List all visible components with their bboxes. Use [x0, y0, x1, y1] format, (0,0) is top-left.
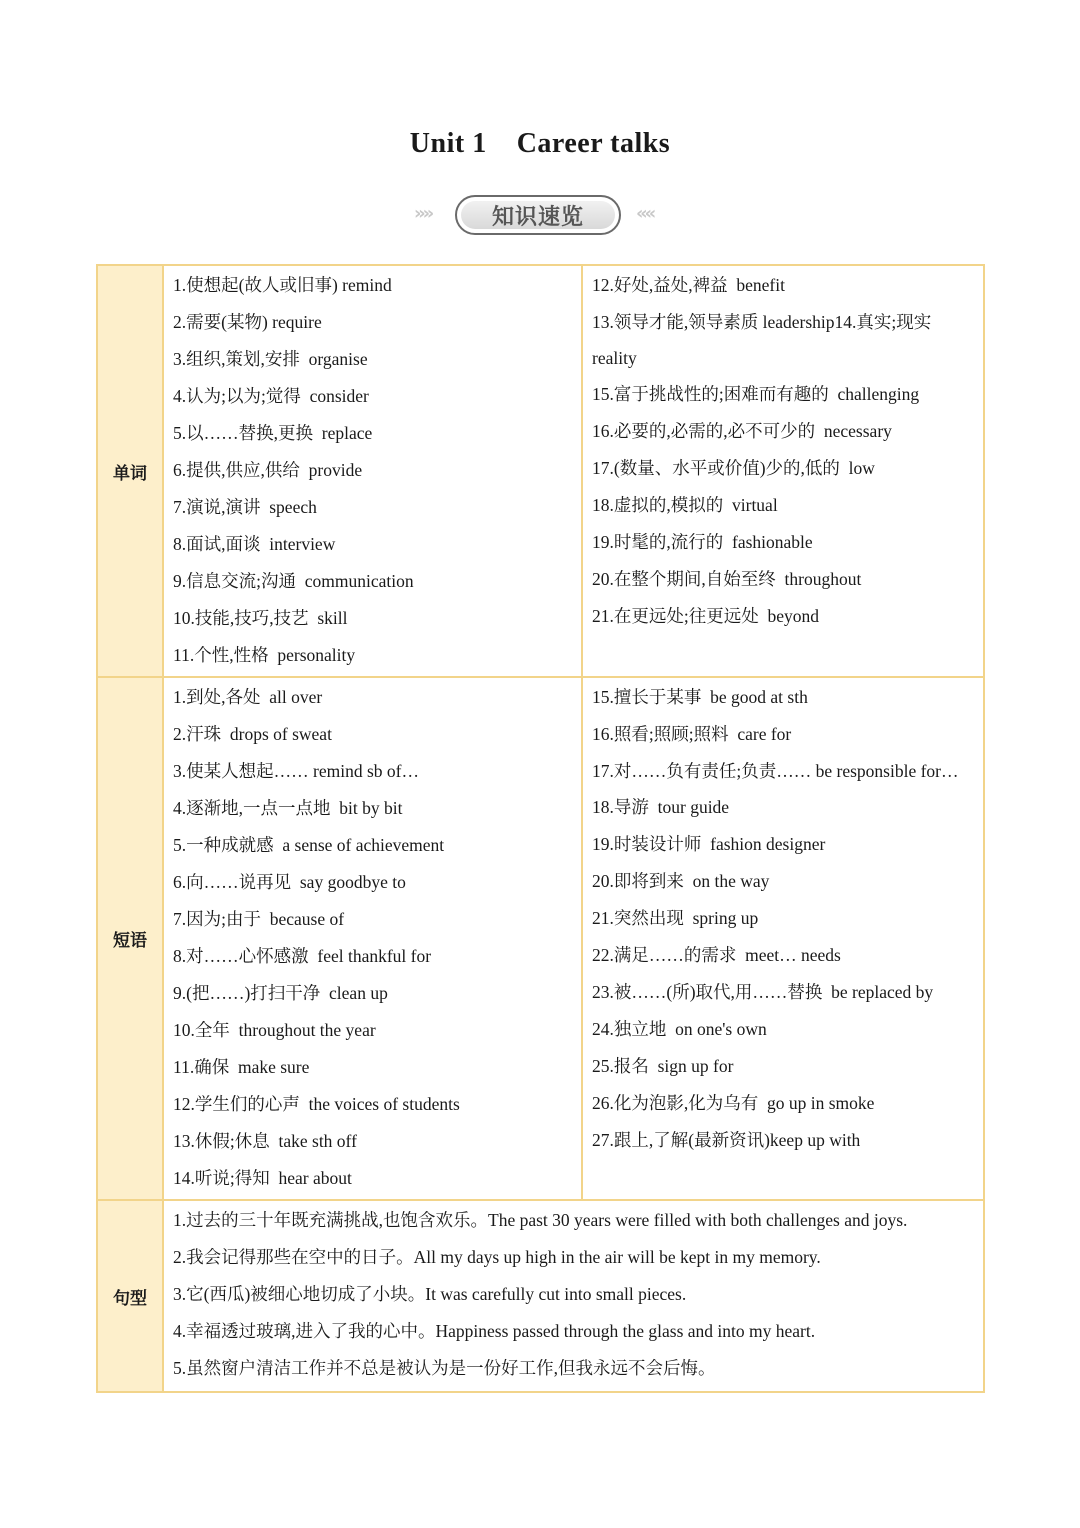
list-item: 12.学生们的心声 the voices of students — [173, 1094, 460, 1114]
list-item: 15.富于挑战性的;困难而有趣的 challenging — [592, 384, 920, 404]
list-item: 12.好处,益处,裨益 benefit — [592, 275, 785, 295]
list-item: 26.化为泡影,化为乌有 go up in smoke — [592, 1093, 875, 1113]
list-item: 17.对……负有责任;负责…… be responsible for… — [592, 761, 959, 781]
list-item: 18.导游 tour guide — [592, 797, 730, 817]
banner-label: 知识速览 — [461, 201, 615, 229]
list-item: 1.到处,各处 all over — [173, 687, 323, 707]
list-item: 9.(把……)打扫干净 clean up — [173, 983, 388, 1003]
vocabulary-left-list — [164, 266, 581, 676]
list-item: 7.因为;由于 because of — [173, 909, 345, 929]
phrases-right-list — [583, 678, 983, 1161]
list-item: 5.以……替换,更换 replace — [173, 423, 373, 443]
list-item: 23.被……(所)取代,用……替换 be replaced by — [592, 982, 934, 1002]
vocabulary-left-cell — [163, 265, 582, 677]
list-item: 21.在更远处;往更远处 beyond — [592, 606, 820, 626]
phrases-right-cell — [582, 677, 984, 1200]
list-item: 13.领导才能,领导素质 leadership14.真实;现实reality — [592, 312, 932, 368]
vocabulary-right-list — [583, 266, 983, 637]
list-item: 16.必要的,必需的,必不可少的 necessary — [592, 421, 892, 441]
list-item: 20.即将到来 on the way — [592, 871, 770, 891]
list-item: 2.我会记得那些在空中的日子。All my days up high in the air will be kept in my memory. — [173, 1247, 821, 1267]
list-item: 9.信息交流;沟通 communication — [173, 571, 414, 591]
list-item: 27.跟上,了解(最新资讯)keep up with — [592, 1130, 861, 1150]
list-item: 11.确保 make sure — [173, 1057, 310, 1077]
list-item: 3.它(西瓜)被细心地切成了小块。It was carefully cut into small pieces. — [173, 1284, 687, 1304]
list-item: 3.使某人想起…… remind sb of… — [173, 761, 419, 781]
list-item: 17.(数量、水平或价值)少的,低的 low — [592, 458, 875, 478]
sentences-row — [97, 1200, 984, 1392]
list-item: 10.全年 throughout the year — [173, 1020, 376, 1040]
sentences-list — [164, 1201, 983, 1391]
list-item: 7.演说,演讲 speech — [173, 497, 317, 517]
list-item: 2.需要(某物) require — [173, 312, 322, 332]
sentences-cell — [163, 1200, 984, 1392]
page-title: Unit 1 Career talks — [409, 128, 671, 159]
double-chevron-left-icon: «« — [636, 203, 654, 224]
category-phrases: 短语 — [97, 677, 163, 1200]
list-item: 2.汗珠 drops of sweat — [173, 724, 332, 744]
list-item: 4.认为;以为;觉得 consider — [173, 386, 369, 406]
list-item: 21.突然出现 spring up — [592, 908, 759, 928]
phrases-left-list — [164, 678, 581, 1199]
double-chevron-right-icon: »» — [414, 203, 432, 224]
list-item: 22.满足……的需求 meet… needs — [592, 945, 841, 965]
category-vocabulary: 单词 — [97, 265, 163, 677]
phrases-row — [97, 677, 984, 1200]
list-item: 1.使想起(故人或旧事) remind — [173, 275, 392, 295]
list-item: 11.个性,性格 personality — [173, 645, 356, 665]
list-item: 13.休假;休息 take sth off — [173, 1131, 357, 1151]
knowledge-table — [96, 264, 985, 1393]
list-item: 19.时髦的,流行的 fashionable — [592, 532, 813, 552]
banner-pill — [455, 195, 621, 235]
vocabulary-right-cell — [582, 265, 984, 677]
list-item: 3.组织,策划,安排 organise — [173, 349, 368, 369]
list-item: 18.虚拟的,模拟的 virtual — [592, 495, 778, 515]
category-sentences: 句型 — [97, 1200, 163, 1392]
list-item: 15.擅长于某事 be good at sth — [592, 687, 808, 707]
list-item: 5.一种成就感 a sense of achievement — [173, 835, 445, 855]
list-item: 4.幸福透过玻璃,进入了我的心中。Happiness passed through the glass and into my heart. — [173, 1321, 816, 1341]
list-item: 19.时装设计师 fashion designer — [592, 834, 826, 854]
vocabulary-row — [97, 265, 984, 677]
list-item: 20.在整个期间,自始至终 throughout — [592, 569, 862, 589]
list-item: 16.照看;照顾;照料 care for — [592, 724, 792, 744]
phrases-left-cell — [163, 677, 582, 1200]
list-item: 8.对……心怀感激 feel thankful for — [173, 946, 432, 966]
list-item: 4.逐渐地,一点一点地 bit by bit — [173, 798, 403, 818]
list-item: 5.虽然窗户清洁工作并不总是被认为是一份好工作,但我永远不会后悔。 — [173, 1358, 716, 1378]
list-item: 25.报名 sign up for — [592, 1056, 734, 1076]
list-item: 6.提供,供应,供给 provide — [173, 460, 363, 480]
list-item: 8.面试,面谈 interview — [173, 534, 336, 554]
section-banner — [410, 193, 670, 241]
list-item: 10.技能,技巧,技艺 skill — [173, 608, 348, 628]
list-item: 1.过去的三十年既充满挑战,也饱含欢乐。The past 30 years were filled with both challenges and joys. — [173, 1210, 908, 1230]
list-item: 24.独立地 on one's own — [592, 1019, 767, 1039]
list-item: 6.向……说再见 say goodbye to — [173, 872, 406, 892]
list-item: 14.听说;得知 hear about — [173, 1168, 352, 1188]
